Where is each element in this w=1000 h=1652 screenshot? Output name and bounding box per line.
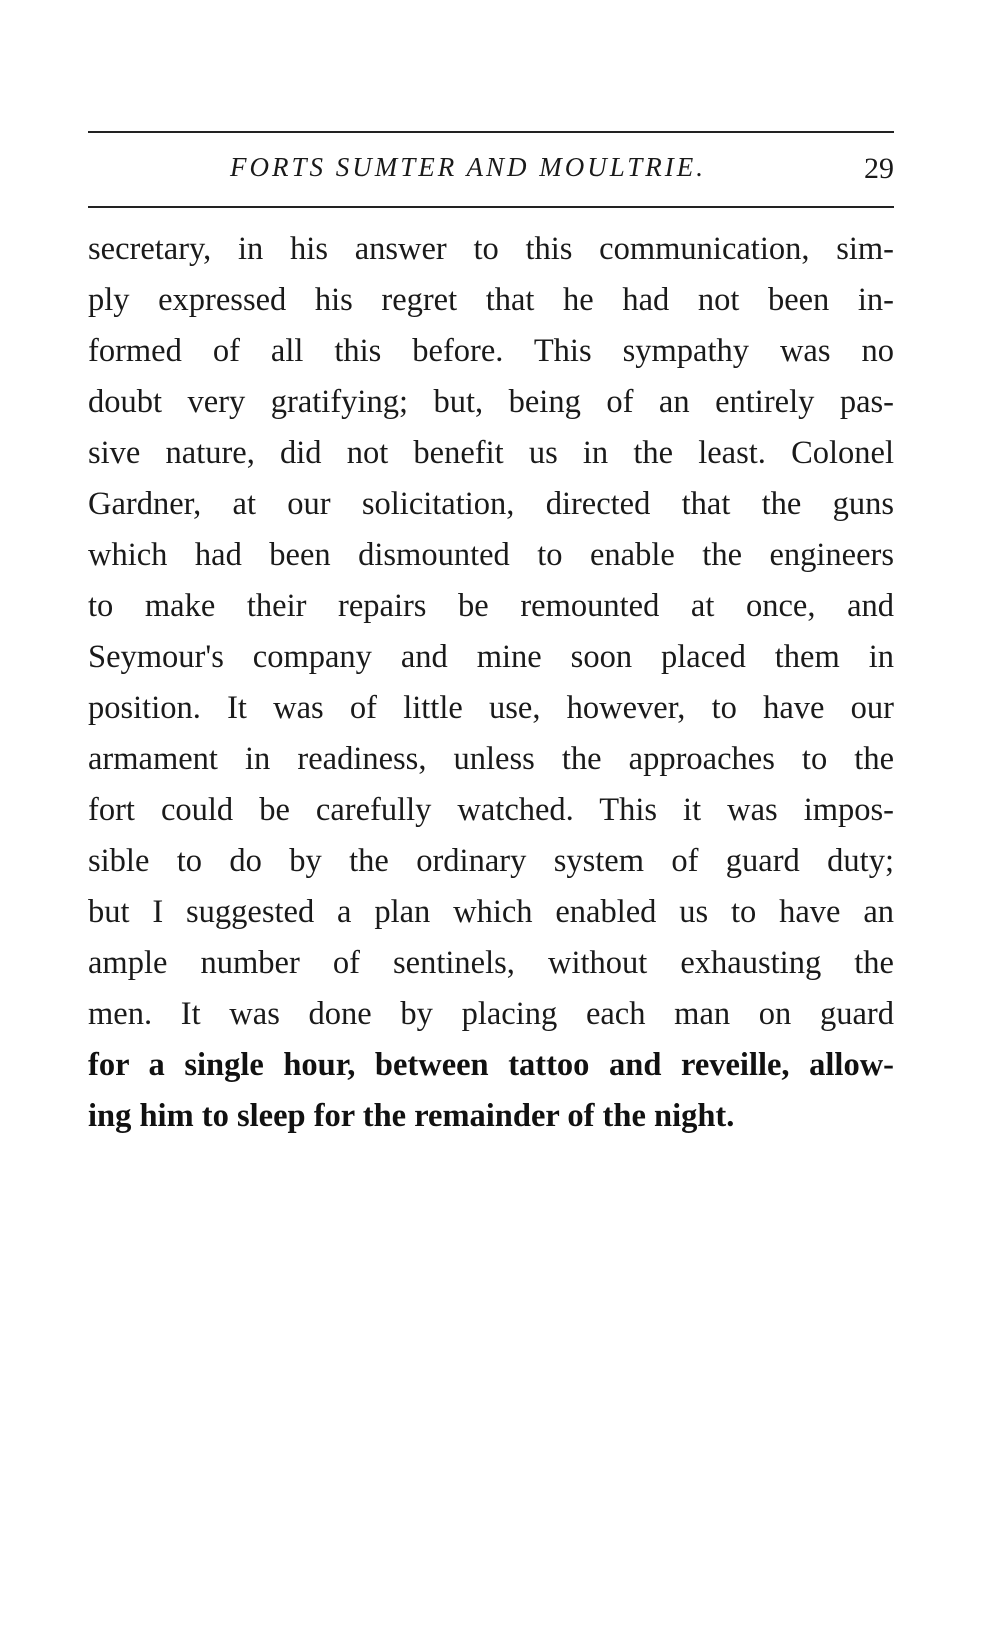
text-line: fort could be carefully watched. This it was impos- xyxy=(88,792,894,828)
text-line: Seymour's company and mine soon placed them in xyxy=(88,639,894,675)
text-line: Gardner, at our solicitation, directed that the guns xyxy=(88,486,894,522)
text-line: sible to do by the ordinary system of guard duty; xyxy=(88,843,894,879)
text-line: doubt very gratifying; but, being of an entirely pas- xyxy=(88,384,894,420)
text-line: ample number of sentinels, without exhausting the xyxy=(88,945,894,981)
text-line: to make their repairs be remounted at once, and xyxy=(88,588,894,624)
page-number: 29 xyxy=(864,152,894,185)
text-line: men. It was done by placing each man on guard xyxy=(88,996,894,1032)
text-line: ing him to sleep for the remainder of the night. xyxy=(88,1098,735,1134)
text-line: but I suggested a plan which enabled us to have an xyxy=(88,894,894,930)
body-paragraph xyxy=(88,224,894,1142)
text-line: secretary, in his answer to this communication, sim- xyxy=(88,231,894,267)
text-line: armament in readiness, unless the approaches to the xyxy=(88,741,894,777)
header-top-rule xyxy=(88,131,894,133)
running-head xyxy=(88,148,894,192)
text-line: sive nature, did not benefit us in the least. Colonel xyxy=(88,435,894,471)
text-line: for a single hour, between tattoo and reveille, allow- xyxy=(88,1047,894,1083)
running-title: FORTS SUMTER AND MOULTRIE. xyxy=(230,152,706,182)
text-line: which had been dismounted to enable the engineers xyxy=(88,537,894,573)
text-line: position. It was of little use, however, to have our xyxy=(88,690,894,726)
text-line: formed of all this before. This sympathy was no xyxy=(88,333,894,369)
header-bottom-rule xyxy=(88,206,894,208)
text-line: ply expressed his regret that he had not been in- xyxy=(88,282,894,318)
